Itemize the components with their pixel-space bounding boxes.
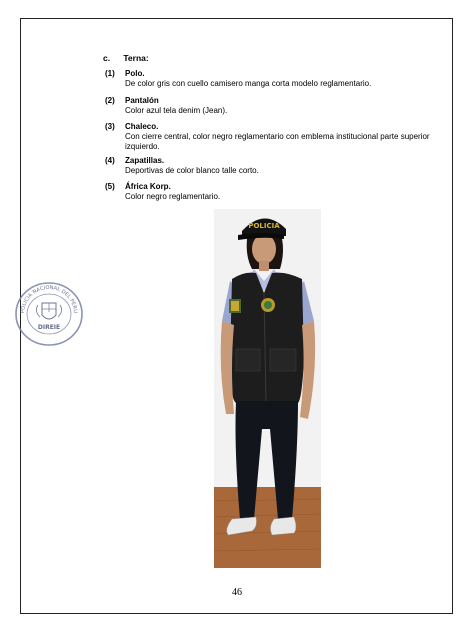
item-title: Zapatillas. <box>125 156 165 165</box>
item-number: (3) <box>105 122 115 131</box>
item-description: De color gris con cuello camisero manga corta modelo reglamentario. <box>125 79 372 88</box>
officer-figure <box>214 209 321 568</box>
section-heading <box>103 53 149 63</box>
item-description: Con cierre central, color negro reglamentario con emblema institucional parte superior izquierdo. <box>125 132 430 151</box>
item-number: (4) <box>105 156 115 165</box>
item-number: (5) <box>105 182 115 191</box>
item-title: Polo. <box>125 69 145 78</box>
seal-top-text: POLICIA NACIONAL DEL PERU <box>19 284 79 314</box>
item-number: (1) <box>105 69 115 78</box>
uniform-photo <box>214 209 321 568</box>
seal-bottom-text: DIREIE <box>37 324 61 331</box>
item-title: África Korp. <box>125 182 171 191</box>
item-title: Chaleco. <box>125 122 159 131</box>
cap-text: POLICIA <box>248 222 280 230</box>
section-title: Terna: <box>123 53 149 63</box>
item-title: Pantalón <box>125 96 159 105</box>
item-description: Deportivas de color blanco talle corto. <box>125 166 259 175</box>
item-description: Color azul tela denim (Jean). <box>125 106 228 115</box>
section-letter: c. <box>103 53 111 63</box>
item-description: Color negro reglamentario. <box>125 192 221 201</box>
seal-icon <box>14 281 84 347</box>
seal-stamp <box>14 281 84 347</box>
page-number: 46 <box>232 587 242 598</box>
item-number: (2) <box>105 96 115 105</box>
